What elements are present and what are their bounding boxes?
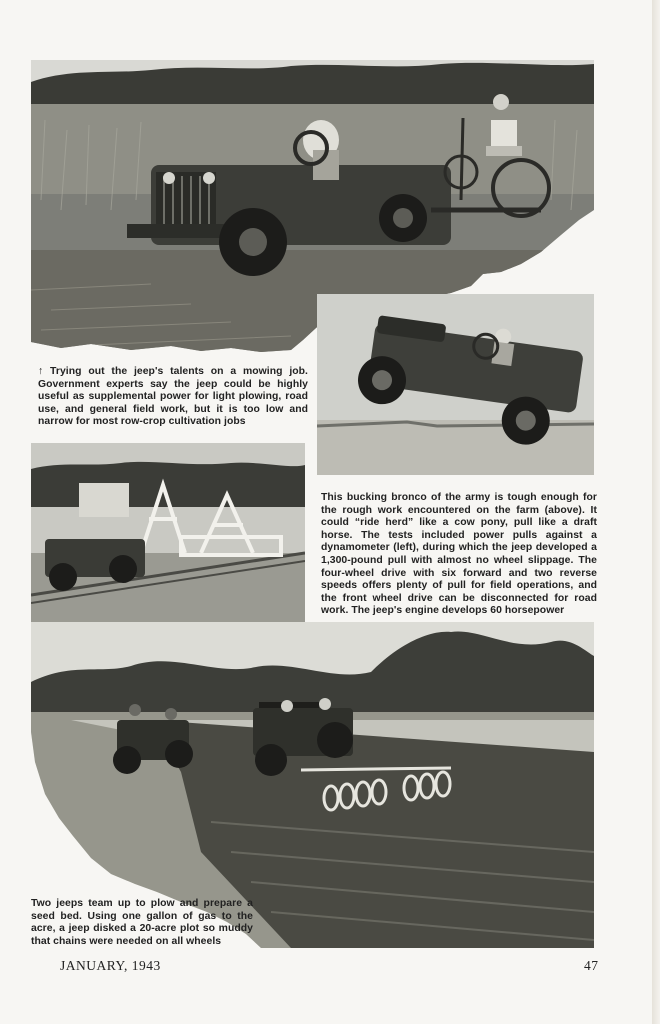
caption-bronco	[321, 492, 597, 618]
caption-plowing-text: Two jeeps team up to plow and prepare a seed bed. Using one gallon of gas to the acre, a jeep disked a 20-acre plot so muddy that chains were needed on all wheels	[31, 898, 253, 947]
page-number: 47	[584, 958, 599, 973]
caption-bronco-text: This bucking bronco of the army is tough enough for the rough work encountered on the farm (above). It could “ride herd” like a cow pony, pull like a draft horse. The tests included power pulls against a dynamometer (left), during which the jeep developed a 1,300-pound pull with almost no wheel slippage. The four-wheel drive with six forward and two reverse speeds offers plenty of pull for field operations, and the front wheel drive can be disconnected for road work. The jeep's engine develops 60 horsepower	[321, 492, 597, 617]
page-spine	[652, 0, 660, 1024]
caption-mowing	[38, 366, 308, 429]
jeep-dynamometer-photo	[31, 443, 305, 622]
caption-plowing	[31, 898, 253, 948]
jeep-jumping-photo	[317, 294, 594, 475]
issue-date: JANUARY, 1943	[60, 958, 161, 973]
caption-mowing-text: ↑ Trying out the jeep's talents on a mowing job. Government experts say the jeep could be highly useful as supplemental power for light plowing, road use, and general field work, but it is too low and narrow for most row-crop cultivation jobs	[38, 366, 308, 428]
